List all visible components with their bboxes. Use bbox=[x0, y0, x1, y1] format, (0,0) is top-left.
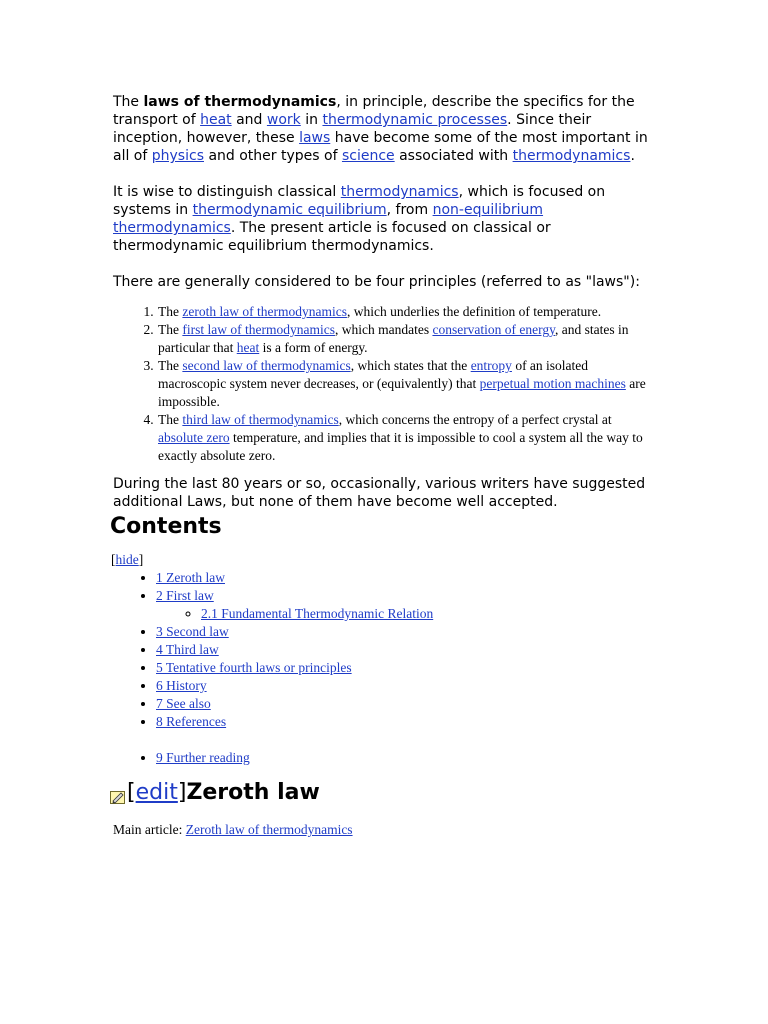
article-title-bold: laws of thermodynamics bbox=[143, 94, 337, 110]
list-item: 3. The second law of thermodynamics, which states that the entropy of an isolated macroscopic system never decreases, or (equivalently) that perpetual motion machines are impossible. bbox=[157, 357, 653, 411]
intro-paragraph-2: It is wise to distinguish classical thermodynamics, which is focused on systems in thermodynamic equilibrium, from non-equilibrium thermodynamics. The present article is focused on classical or thermodynamic equilibrium thermodynamics. bbox=[113, 184, 606, 254]
toc-subitem bbox=[201, 605, 653, 623]
toc-item bbox=[156, 749, 653, 767]
edit-link[interactable]: edit bbox=[135, 780, 178, 805]
intro-paragraph-1: The laws of thermodynamics, in principle, describe the specifics for the transport of heat and work in thermodynamic processes. Since their inception, however, these laws have become some of the most important in all of physics and other types of science associated with thermodynamics. bbox=[113, 94, 648, 164]
toc-sublist bbox=[156, 605, 653, 623]
link-entropy[interactable]: entropy bbox=[470, 358, 512, 373]
link-heat-2[interactable]: heat bbox=[236, 340, 260, 355]
link-conservation-of-energy[interactable]: conservation of energy bbox=[432, 322, 556, 337]
link-second-law[interactable]: second law of thermodynamics bbox=[182, 358, 351, 373]
pencil-icon bbox=[110, 785, 126, 801]
laws-list bbox=[113, 303, 653, 465]
toc-item bbox=[156, 695, 653, 713]
link-work[interactable]: work bbox=[266, 112, 301, 128]
link-thermodynamics[interactable]: thermodynamics bbox=[512, 148, 631, 164]
link-perpetual-motion-machines[interactable]: perpetual motion machines bbox=[479, 376, 626, 391]
toc-link-first-law[interactable]: 2 First law bbox=[156, 588, 214, 603]
toc-hide-link[interactable]: hide bbox=[115, 552, 139, 567]
toc-link-history[interactable]: 6 History bbox=[156, 678, 207, 693]
link-thermodynamic-processes[interactable]: thermodynamic processes bbox=[322, 112, 508, 128]
list-item: 4. The third law of thermodynamics, which concerns the entropy of a perfect crystal at absolute zero temperature, and implies that it is impossible to cool a system all the way to exactly absolute zero. bbox=[157, 411, 653, 465]
toc-link-zeroth-law[interactable]: 1 Zeroth law bbox=[156, 570, 225, 585]
link-physics[interactable]: physics bbox=[151, 148, 204, 164]
link-first-law[interactable]: first law of thermodynamics bbox=[182, 322, 335, 337]
section-heading-zeroth-law: [ edit ] Zeroth law bbox=[110, 779, 653, 807]
main-article-note: Main article: Zeroth law of thermodynamics bbox=[113, 822, 353, 837]
link-thermodynamic-equilibrium[interactable]: thermodynamic equilibrium bbox=[192, 202, 387, 218]
toc-list bbox=[113, 569, 653, 767]
link-science[interactable]: science bbox=[341, 148, 395, 164]
link-zeroth-law[interactable]: zeroth law of thermodynamics bbox=[182, 304, 347, 319]
article-body bbox=[110, 93, 653, 839]
link-non-equilibrium-thermodynamics[interactable]: non-equilibrium thermodynamics bbox=[113, 202, 544, 236]
link-thermodynamics-2[interactable]: thermodynamics bbox=[340, 184, 459, 200]
link-third-law[interactable]: third law of thermodynamics bbox=[182, 412, 339, 427]
toc-link-third-law[interactable]: 4 Third law bbox=[156, 642, 219, 657]
toc-item bbox=[156, 677, 653, 695]
toc-link-second-law[interactable]: 3 Second law bbox=[156, 624, 229, 639]
toc-item bbox=[156, 713, 653, 731]
intro-paragraph-4: During the last 80 years or so, occasionally, various writers have suggested additional Laws, but none of them have become well accepted. bbox=[113, 476, 646, 510]
toc-item bbox=[156, 623, 653, 641]
link-laws[interactable]: laws bbox=[299, 130, 331, 146]
toc-link-references[interactable]: 8 References bbox=[156, 714, 227, 729]
toc-item bbox=[156, 659, 653, 677]
intro-paragraph-3: There are generally considered to be four principles (referred to as "laws"): bbox=[113, 274, 640, 290]
toc-link-fundamental-relation[interactable]: 2.1 Fundamental Thermodynamic Relation bbox=[201, 606, 434, 621]
toc-hide-toggle: [hide] bbox=[111, 552, 144, 567]
link-absolute-zero[interactable]: absolute zero bbox=[158, 430, 230, 445]
toc-link-see-also[interactable]: 7 See also bbox=[156, 696, 211, 711]
toc-title: Contents bbox=[110, 514, 222, 539]
section-title: Zeroth law bbox=[186, 780, 320, 805]
toc-item bbox=[156, 587, 653, 623]
toc-item bbox=[156, 641, 653, 659]
link-heat[interactable]: heat bbox=[200, 112, 232, 128]
list-item: 2. The first law of thermodynamics, which mandates conservation of energy, and states in particular that heat is a form of energy. bbox=[157, 321, 653, 357]
toc-link-tentative-fourth-laws[interactable]: 5 Tentative fourth laws or principles bbox=[156, 660, 352, 675]
toc-link-further-reading[interactable]: 9 Further reading bbox=[156, 750, 250, 765]
toc-item bbox=[156, 569, 653, 587]
main-article-link[interactable]: Zeroth law of thermodynamics bbox=[185, 822, 353, 837]
list-item: 1. The zeroth law of thermodynamics, which underlies the definition of temperature. bbox=[157, 303, 653, 321]
